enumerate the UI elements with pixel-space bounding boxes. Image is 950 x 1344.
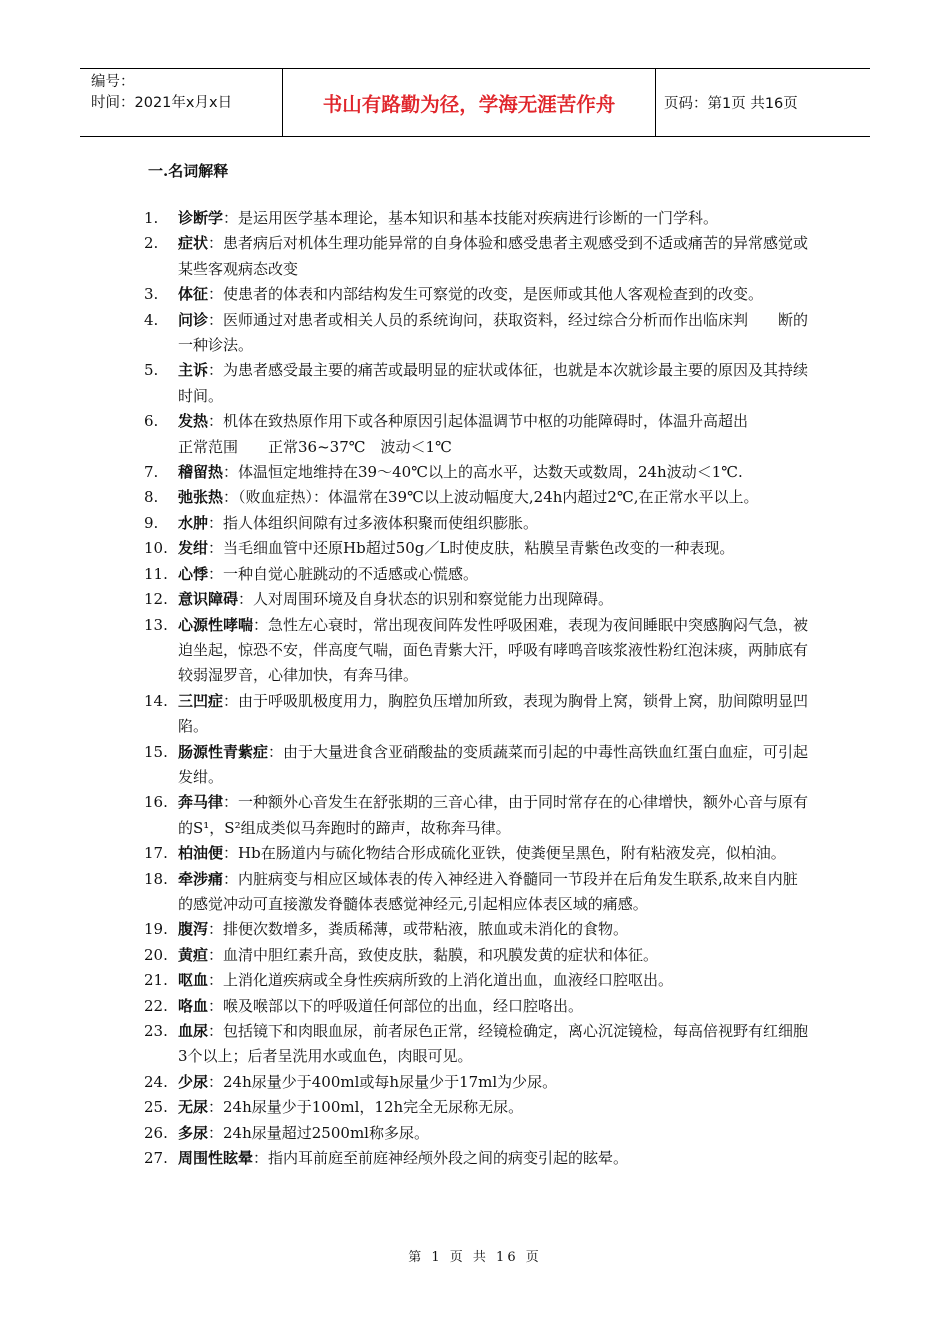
definition: ：患者病后对机体生理功能异常的自身体验和感受患者主观感受到不适或痛苦的异常感觉或某些客观病态改变 [178, 234, 809, 278]
definition: ：血清中胆红素升高，致使皮肤，黏膜，和巩膜发黄的症状和体征。 [208, 945, 659, 964]
item-number: 8. [144, 488, 159, 507]
term: 发热 [178, 412, 209, 431]
serial-number-label: 编号： [91, 74, 135, 90]
definition: ：机体在致热原作用下或各种原因引起体温调节中枢的功能障碍时，体温升高超出 正常范围 正常36~37℃ 波动＜1℃ [178, 412, 809, 456]
item-number: 7. [144, 463, 159, 482]
term: 症状 [178, 234, 209, 253]
list-item [144, 689, 810, 740]
list-item [144, 562, 810, 587]
definition: ：（败血症热）：体温常在39℃以上波动幅度大,24h内超过2℃,在正常水平以上。 [223, 488, 759, 507]
list-item [144, 917, 810, 942]
item-number: 15. [144, 742, 168, 761]
definition: ：医师通过对患者或相关人员的系统询问，获取资料，经过综合分析而作出临床判 断的一种诊法。 [178, 310, 809, 355]
term: 多尿 [178, 1123, 209, 1142]
list-item [144, 409, 810, 460]
definition: ：上消化道疾病或全身性疾病所致的上消化道出血，血液经口腔呕出。 [208, 971, 674, 990]
definition: ：喉及喉部以下的呼吸道任何部位的出血，经口腔咯出。 [208, 996, 584, 1015]
definition: ：指内耳前庭至前庭神经颅外段之间的病变引起的眩晕。 [253, 1149, 629, 1168]
term: 三凹症 [178, 691, 224, 710]
item-number: 14. [144, 691, 168, 710]
list-item [144, 1070, 810, 1095]
definition: ：是运用医学基本理论，基本知识和基本技能对疾病进行诊断的一门学科。 [223, 209, 719, 227]
definition: ：为患者感受最主要的痛苦或最明显的症状或体征，也就是本次就诊最主要的原因及其持续时间。 [178, 361, 809, 405]
list-item [144, 587, 810, 612]
document-header [80, 68, 870, 137]
definition: ：Hb在肠道内与硫化物结合形成硫化亚铁，使粪便呈黑色，附有粘液发亮，似柏油。 [223, 844, 786, 863]
item-number: 26. [144, 1123, 168, 1142]
term: 呕血 [178, 971, 209, 990]
term: 主诉 [178, 361, 209, 380]
definition: ：使患者的体表和内部结构发生可察觉的改变，是医师或其他人客观检查到的改变。 [208, 285, 764, 304]
header-meta [91, 72, 281, 114]
definition: ：体温恒定地维持在39～40℃以上的高水平，达数天或数周，24h波动＜1℃. [223, 463, 743, 482]
term: 腹泻 [178, 920, 209, 939]
definition: ：一种额外心音发生在舒张期的三音心律，由于同时常存在的心律增快，额外心音与原有的S¹，S²组成类似马奔跑时的蹄声，故称奔马律。 [178, 793, 809, 837]
list-item [144, 460, 810, 485]
term: 问诊 [178, 310, 209, 329]
item-number: 24. [144, 1072, 168, 1091]
term: 发绀 [178, 539, 209, 558]
term: 稽留热 [178, 463, 224, 482]
term: 咯血 [178, 996, 209, 1015]
list-item [144, 511, 810, 536]
item-number: 21. [144, 971, 168, 990]
section-title: 一.名词解释 [148, 162, 229, 180]
item-number: 22. [144, 996, 168, 1015]
item-number: 2. [144, 234, 159, 253]
item-number: 5. [144, 361, 159, 380]
item-number: 1. [144, 209, 159, 227]
term: 周围性眩晕 [178, 1149, 254, 1168]
item-number: 27. [144, 1149, 168, 1168]
list-item [144, 841, 810, 866]
item-number: 20. [144, 945, 168, 964]
term: 肠源性青紫症 [178, 742, 269, 761]
definition: ：由于呼吸肌极度用力，胸腔负压增加所致，表现为胸骨上窝，锁骨上窝，肋间隙明显凹陷。 [178, 691, 809, 736]
definition: ：排便次数增多，粪质稀薄，或带粘液，脓血或未消化的食物。 [208, 920, 629, 939]
definition: ：由于大量进食含亚硝酸盐的变质蔬菜而引起的中毒性高铁血红蛋白血症，可引起发绀。 [178, 742, 809, 786]
definition: ：24h尿量少于100ml，12h完全无尿称无尿。 [208, 1098, 524, 1117]
term: 意识障碍 [178, 590, 239, 609]
page-footer: 第 1 页 共 16 页 [408, 1250, 542, 1265]
definition: ：内脏病变与相应区域体表的传入神经进入脊髓同一节段并在后角发生联系,故来自内脏的感觉冲动可直接激发脊髓体表感觉神经元,引起相应体表区域的痛感。 [178, 869, 798, 913]
list-item [144, 613, 810, 689]
term: 诊断学 [178, 209, 224, 227]
definition: ：指人体组织间隙有过多液体积聚而使组织膨胀。 [208, 513, 539, 532]
list-item [144, 994, 810, 1019]
header-page-info: 页码：第1页 共16页 [664, 96, 798, 112]
definition: ：一种自觉心脏跳动的不适感或心慌感。 [208, 564, 479, 583]
date-label: 时间：2021年x月x日 [91, 95, 233, 111]
item-number: 19. [144, 920, 168, 939]
definition-list [144, 206, 810, 1171]
item-number: 17. [144, 844, 168, 863]
list-item [144, 968, 810, 993]
term: 水肿 [178, 513, 209, 532]
term: 奔马律 [178, 793, 224, 812]
term: 少尿 [178, 1072, 209, 1091]
item-number: 25. [144, 1098, 168, 1117]
term: 无尿 [178, 1098, 209, 1117]
list-item [144, 943, 810, 968]
list-item [144, 867, 810, 918]
item-number: 11. [144, 564, 168, 583]
term: 黄疸 [178, 945, 209, 964]
term: 牵涉痛 [178, 869, 224, 888]
header-divider [655, 69, 656, 136]
list-item [144, 206, 810, 231]
definition: ：急性左心衰时，常出现夜间阵发性呼吸困难，表现为夜间睡眠中突感胸闷气急，被迫坐起，惊恐不安，伴高度气喘，面色青紫大汗，呼吸有哮鸣音咳浆液性粉红泡沫痰，两肺底有较弱湿罗音，心律加快，有奔马律。 [178, 615, 809, 685]
list-item [144, 1019, 810, 1070]
definition: ：24h尿量少于400ml或每h尿量少于17ml为少尿。 [208, 1072, 558, 1091]
list-item [144, 536, 810, 561]
list-item [144, 790, 810, 841]
item-number: 4. [144, 310, 159, 329]
term: 弛张热 [178, 488, 224, 507]
definition: ：24h尿量超过2500ml称多尿。 [208, 1123, 429, 1142]
list-item [144, 308, 810, 359]
list-item [144, 282, 810, 307]
item-number: 23. [144, 1022, 168, 1040]
term: 心悸 [178, 564, 209, 583]
list-item [144, 1095, 810, 1120]
item-number: 6. [144, 412, 159, 431]
item-number: 12. [144, 590, 168, 609]
item-number: 9. [144, 513, 159, 532]
definition: ：人对周围环境及自身状态的识别和察觉能力出现障碍。 [238, 590, 614, 609]
item-number: 10. [144, 539, 168, 558]
item-number: 18. [144, 869, 168, 888]
list-item [144, 485, 810, 510]
term: 体征 [178, 285, 209, 304]
term: 心源性哮喘 [178, 615, 254, 634]
item-number: 16. [144, 793, 168, 812]
term: 柏油便 [178, 844, 224, 863]
list-item [144, 1146, 810, 1171]
definition: ：当毛细血管中还原Hb超过50g／L时使皮肤，粘膜呈青紫色改变的一种表现。 [208, 539, 735, 558]
term: 血尿 [178, 1022, 209, 1040]
item-number: 13. [144, 615, 168, 634]
item-number: 3. [144, 285, 159, 304]
list-item [144, 1121, 810, 1146]
list-item [144, 740, 810, 791]
definition: ：包括镜下和肉眼血尿，前者尿色正常，经镜检确定，离心沉淀镜检，每高倍视野有红细胞3个以上；后者呈洗用水或血色，肉眼可见。 [178, 1022, 809, 1066]
list-item [144, 358, 810, 409]
header-motto: 书山有路勤为径，学海无涯苦作舟 [322, 92, 616, 116]
list-item [144, 231, 810, 282]
